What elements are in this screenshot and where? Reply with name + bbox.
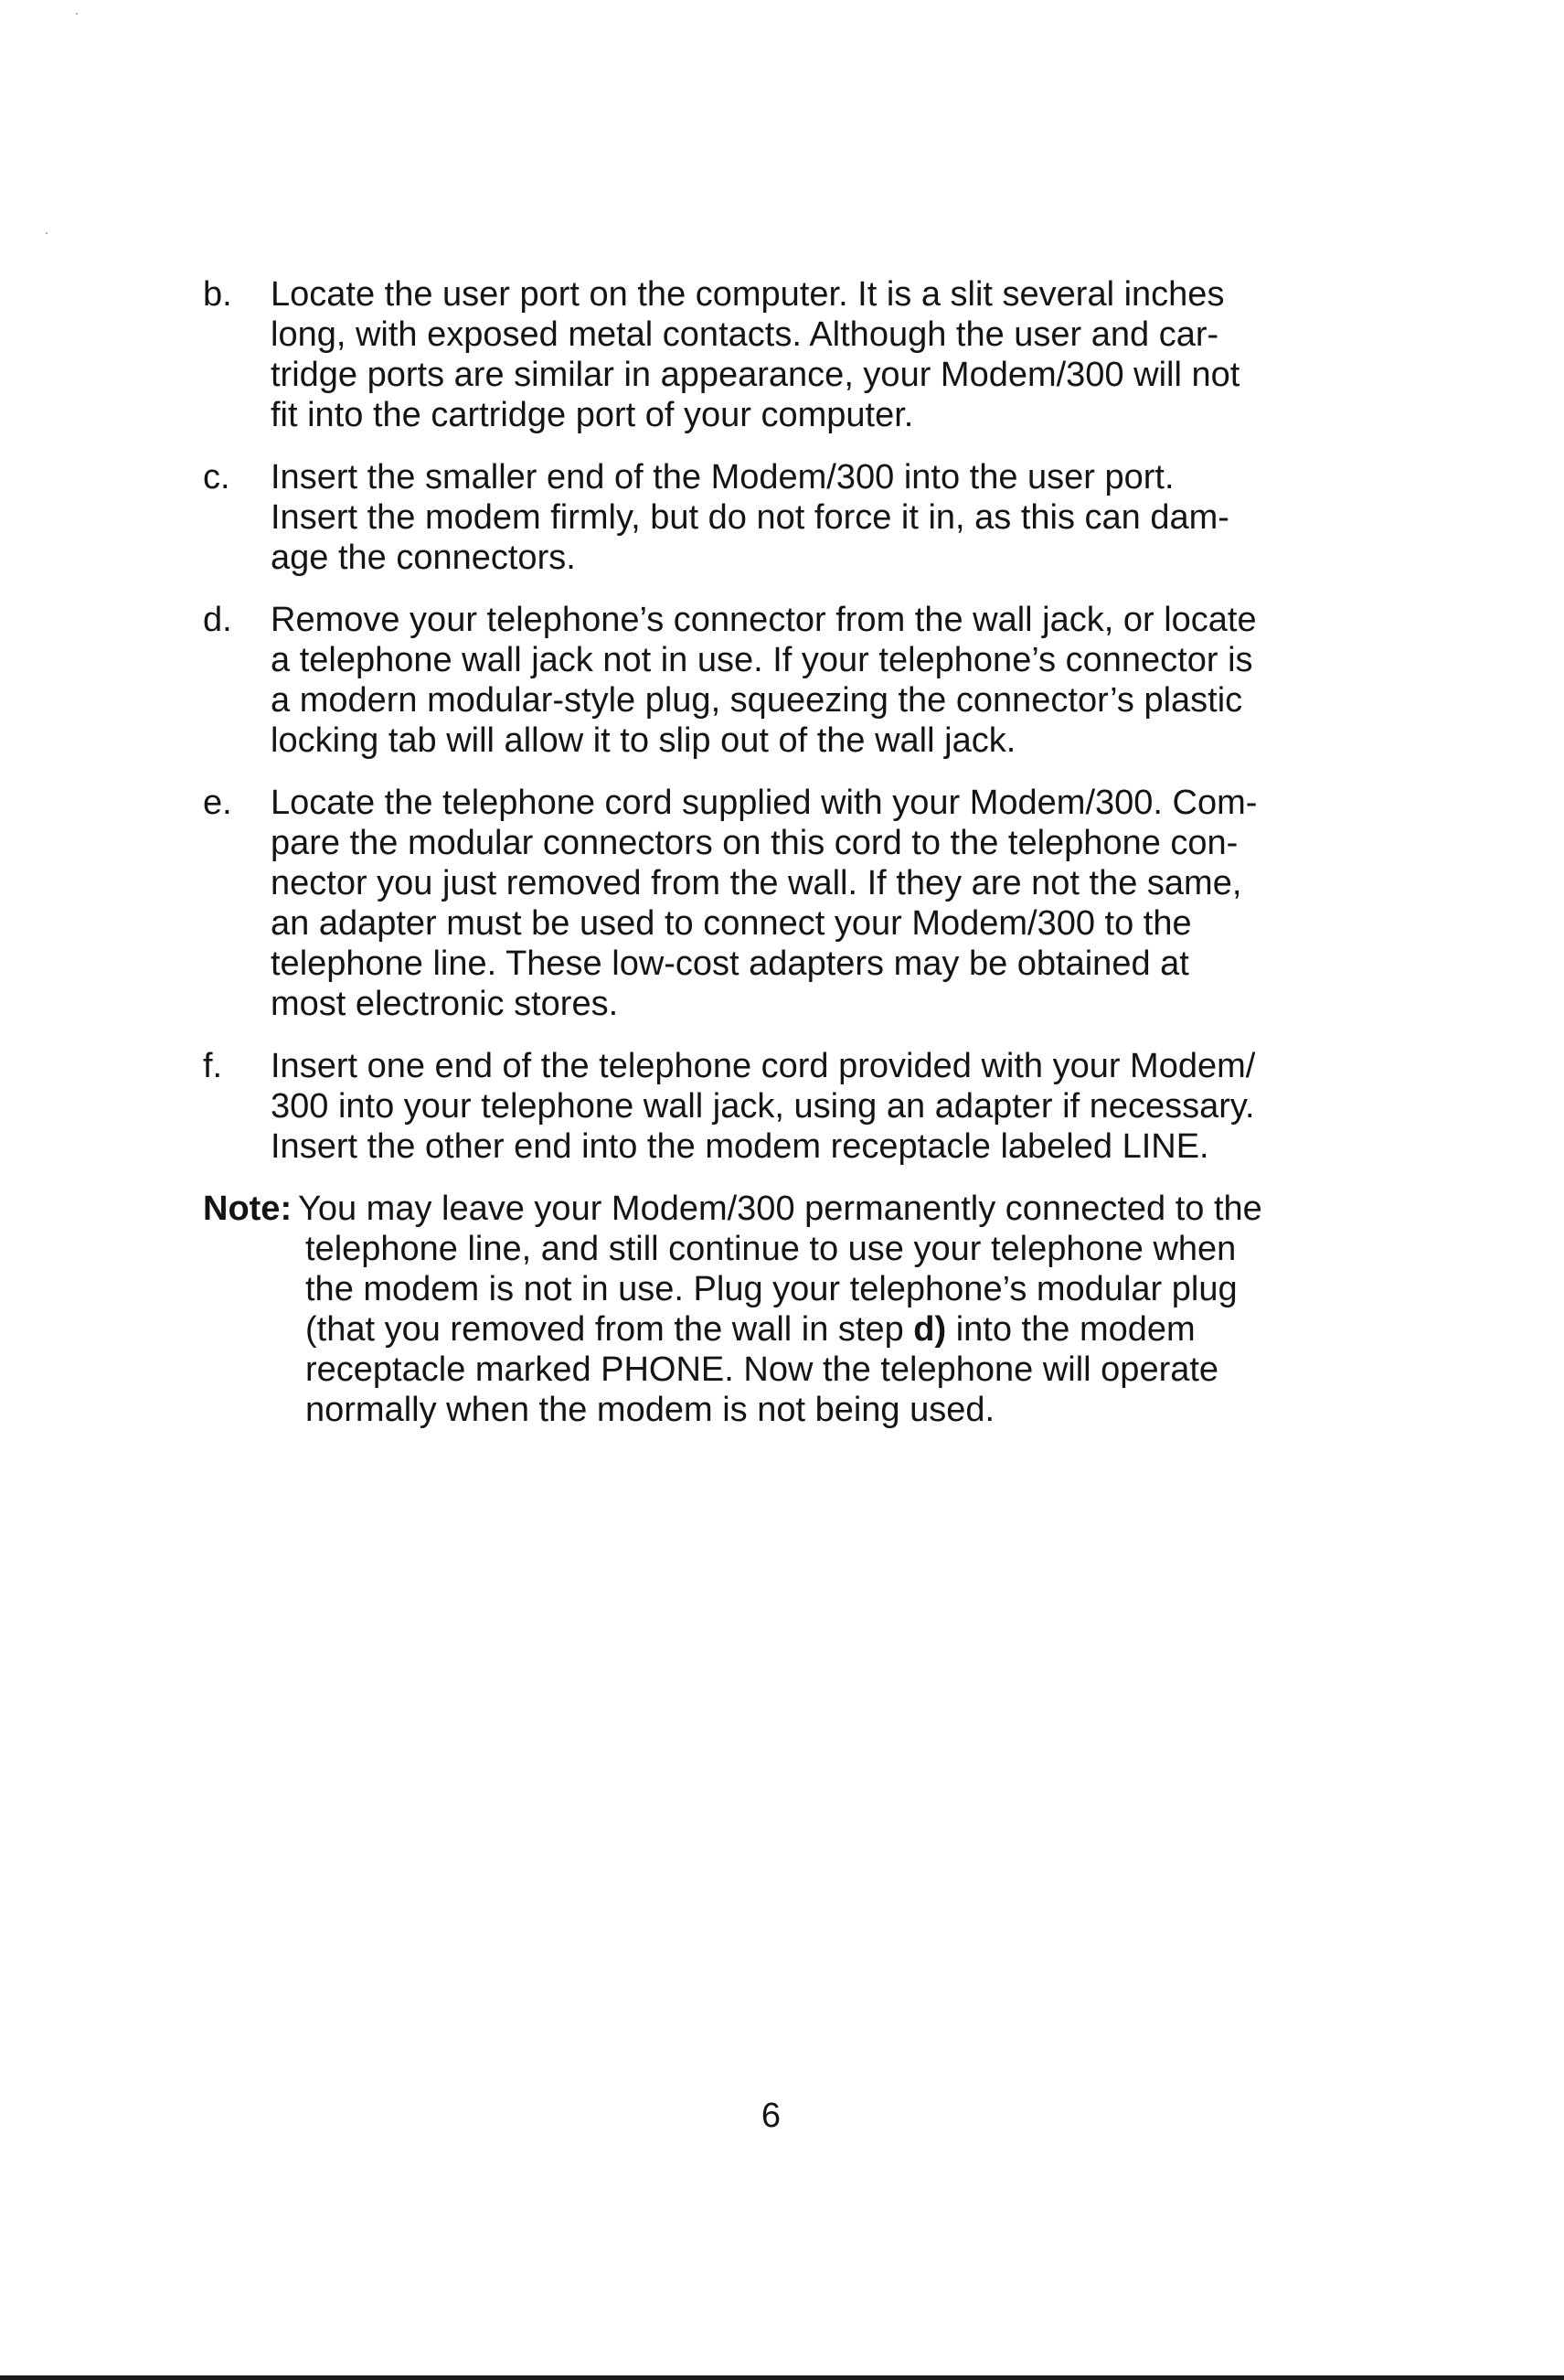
note-text-line: telephone line, and still continue to use your telephone when — [305, 1230, 1237, 1268]
step-text-line: 300 into your telephone wall jack, using an adapter if necessary. — [271, 1087, 1255, 1126]
note-text-line: You may leave your Modem/300 permanently connected to the — [298, 1190, 1262, 1228]
step-text-line: a modern modular-style plug, squeezing the connector’s plastic — [271, 681, 1243, 720]
step-text-line: locking tab will allow it to slip out of the wall jack. — [271, 721, 1016, 760]
step-text-line: fit into the cartridge port of your computer. — [271, 396, 914, 434]
step-text-line: Locate the user port on the computer. It is a slit several inches — [271, 275, 1225, 314]
note-text-segment: into the modem — [946, 1310, 1196, 1349]
note-label: Note: — [203, 1190, 293, 1228]
step-text-line: Insert the smaller end of the Modem/300 into the user port. — [271, 458, 1175, 496]
step-c — [203, 457, 1391, 578]
note-text-line: normally when the modem is not being used. — [305, 1391, 995, 1429]
step-letter: b. — [203, 275, 232, 314]
note-text-line: receptacle marked PHONE. Now the telephone will operate — [305, 1350, 1219, 1389]
step-letter: c. — [203, 458, 230, 496]
scan-speck — [46, 232, 48, 234]
step-text-line: telephone line. These low-cost adapters may be obtained at — [271, 945, 1189, 983]
scan-speck — [76, 13, 78, 15]
step-d — [203, 600, 1391, 761]
step-text-line: long, with exposed metal contacts. Although the user and car- — [271, 315, 1219, 354]
step-text-line: Insert the modem firmly, but do not force it in, as this can dam- — [271, 498, 1229, 537]
step-letter: f. — [203, 1047, 223, 1085]
step-text-line: Insert one end of the telephone cord provided with your Modem/ — [271, 1047, 1256, 1085]
step-text-line: most electronic stores. — [271, 985, 619, 1023]
step-text-line: pare the modular connectors on this cord to the telephone con- — [271, 824, 1239, 862]
note-body — [203, 1189, 1391, 1430]
note-text-line — [305, 1309, 1391, 1350]
step-text-line: age the connectors. — [271, 539, 576, 577]
step-text-line: Insert the other end into the modem receptacle labeled LINE. — [271, 1127, 1209, 1166]
step-reference: d) — [913, 1310, 947, 1349]
step-text-line: tridge ports are similar in appearance, your Modem/300 will not — [271, 356, 1240, 394]
step-text-line: nector you just removed from the wall. If they are not the same, — [271, 864, 1242, 902]
step-text-line: Locate the telephone cord supplied with your Modem/300. Com- — [271, 784, 1258, 822]
step-e — [203, 783, 1391, 1024]
step-letter: e. — [203, 784, 232, 822]
note-text-line: the modem is not in use. Plug your telephone’s modular plug — [305, 1270, 1238, 1308]
step-text-line: a telephone wall jack not in use. If your telephone’s connector is — [271, 641, 1253, 679]
step-b — [203, 274, 1391, 435]
step-text-line: Remove your telephone’s connector from the wall jack, or locate — [271, 601, 1257, 639]
step-text-line: an adapter must be used to connect your Modem/300 to the — [271, 904, 1192, 943]
page-content — [203, 274, 1391, 1430]
note-text-segment: (that you removed from the wall in step — [305, 1310, 914, 1349]
page-number: 6 — [761, 2097, 782, 2135]
step-letter: d. — [203, 601, 232, 639]
bottom-scan-edge — [0, 2375, 1564, 2380]
step-f — [203, 1046, 1391, 1167]
note-block — [203, 1189, 1391, 1430]
